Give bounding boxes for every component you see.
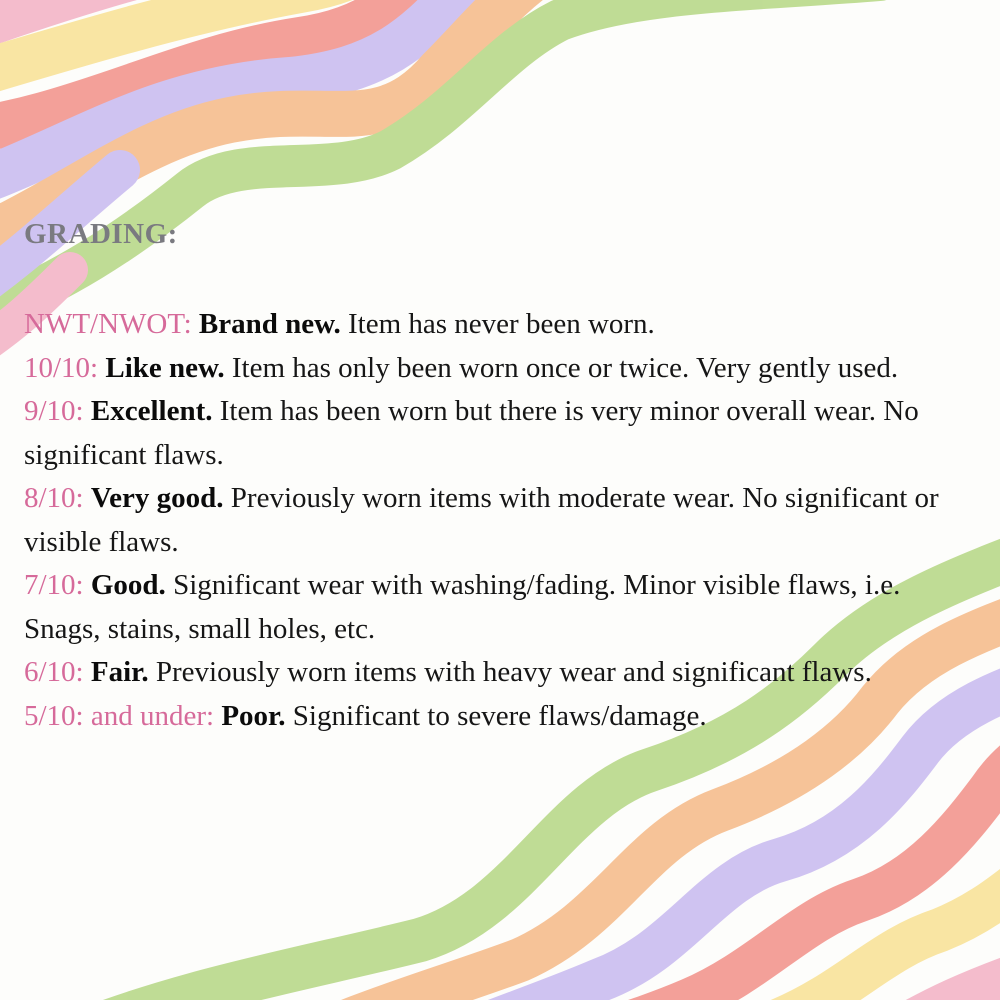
grading-text-block (24, 218, 984, 738)
grade-key: 8/10: (24, 482, 84, 514)
grade-label: Brand new. (198, 308, 341, 340)
grade-description: Item has never been worn. (348, 308, 655, 340)
grade-entry-9 (24, 390, 984, 477)
grade-description: Item has only been worn once or twice. Very gently used. (231, 351, 899, 384)
grade-key: 10/10: (24, 351, 99, 384)
grade-entry-nwt (24, 303, 984, 347)
grade-description: Item has been worn but there is very minor overall wear. No significant flaws. (24, 395, 919, 471)
grade-description: Previously worn items with heavy wear and significant flaws. (155, 656, 872, 688)
grade-description: Significant to severe flaws/damage. (292, 699, 707, 732)
grade-description: Significant wear with washing/fading. Minor visible flaws, i.e. Snags, stains, small holes, etc. (24, 569, 901, 645)
grade-description: Previously worn items with moderate wear. No significant or visible flaws. (24, 482, 939, 558)
grading-heading: GRADING: (24, 218, 178, 250)
grade-entry-7 (24, 564, 984, 651)
grade-label: Good. (90, 569, 166, 601)
grade-key: 6/10: (24, 656, 84, 688)
grade-label: Very good. (90, 482, 224, 514)
grade-entry-5-under (24, 695, 984, 739)
grade-key: 5/10: and under: (24, 699, 215, 732)
grade-key: NWT/NWOT: (24, 308, 192, 340)
grade-entry-8 (24, 477, 984, 564)
grade-key: 7/10: (24, 569, 84, 601)
grade-label: Like new. (105, 351, 225, 384)
grade-key: 9/10: (24, 395, 84, 427)
grade-label: Poor. (221, 699, 286, 732)
grade-label: Excellent. (90, 395, 213, 427)
grade-entry-6 (24, 651, 984, 695)
grade-entry-10 (24, 347, 984, 391)
grade-label: Fair. (90, 656, 149, 688)
